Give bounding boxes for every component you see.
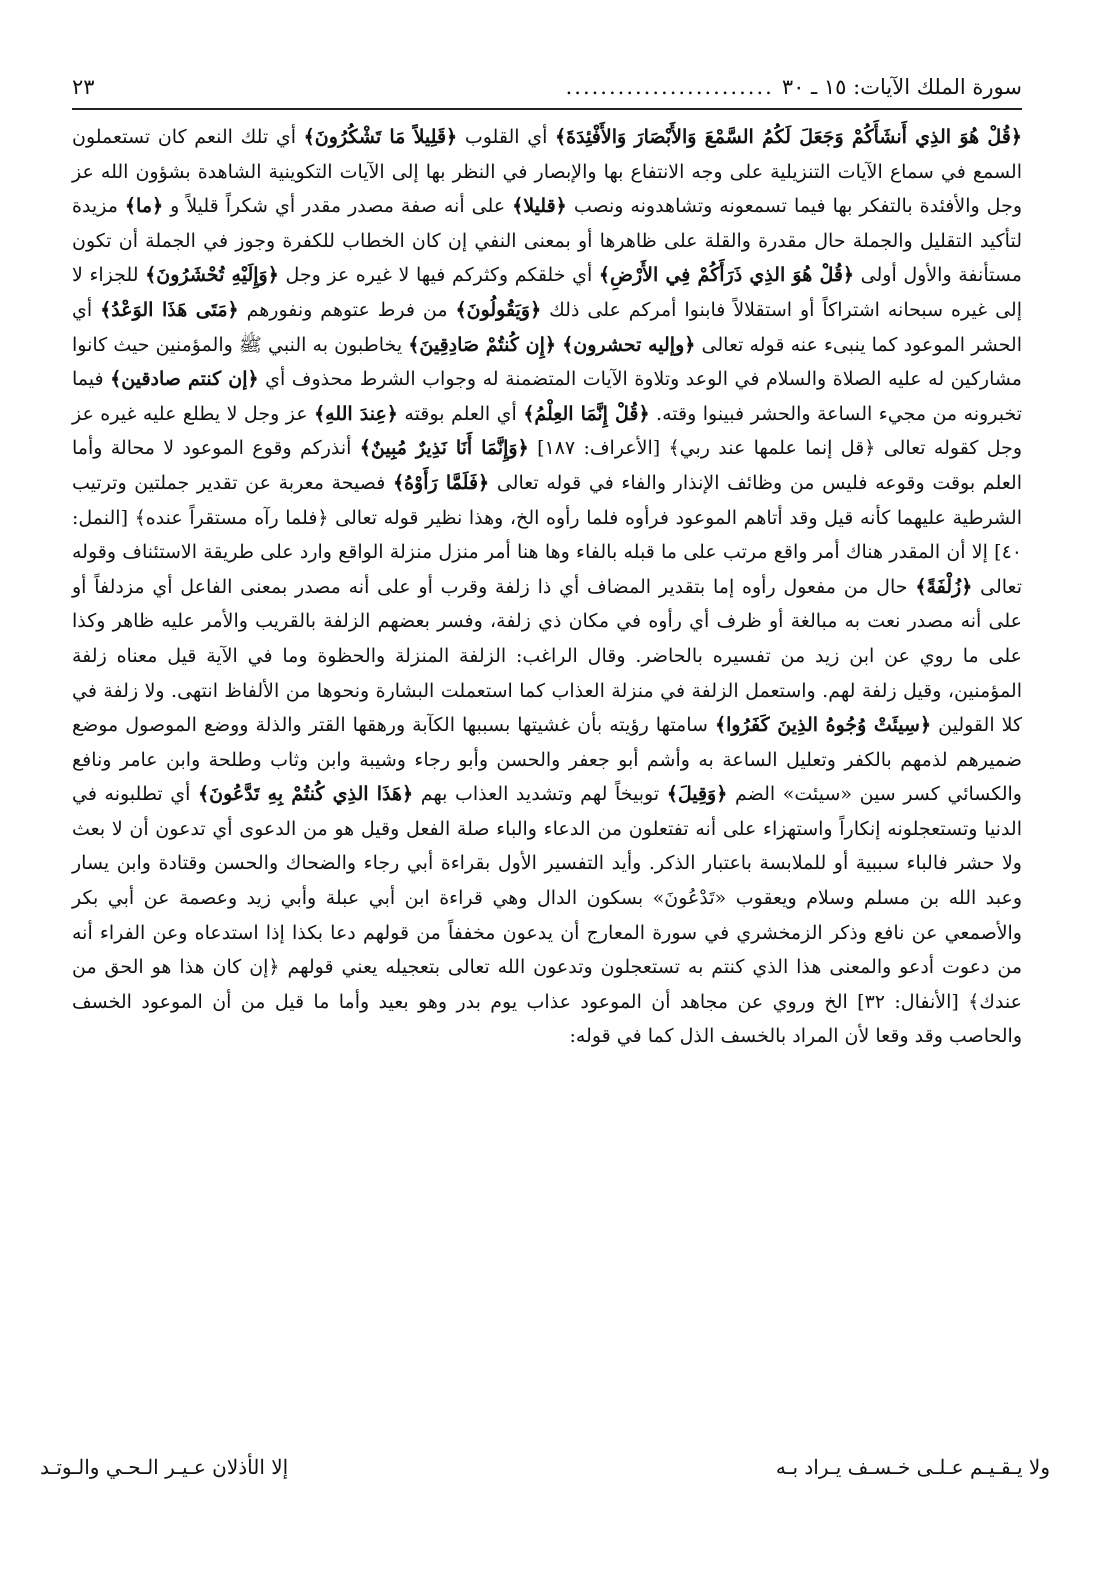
commentary-text: على أنه صفة مصدر مقدر أي شكراً قليلاً و — [163, 195, 513, 218]
quran-quote: ﴿زُلْفَةً﴾ — [915, 575, 973, 598]
commentary-text: فيما تخبرونه من مجيء الساعة والحشر فبينوا وقته. — [72, 368, 1023, 425]
commentary-paragraph — [72, 120, 1022, 1054]
quran-quote: ﴿فَلَمَّا رَأَوْهُ﴾ — [392, 471, 490, 494]
quran-quote: ﴿وَإِنَّمَا أَنَا نَذِيرٌ مُبِينٌ﴾ — [359, 437, 529, 460]
commentary-text: عز وجل لا يطلع عليه غيره عز وجل كقوله تعالى ﴿قل إنما علمها عند ربي﴾ [الأعراف: ١٨٧] — [72, 402, 1022, 460]
commentary-text: للجزاء لا إلى غيره سبحانه اشتراكاً أو استقلالاً فابنوا أمركم على ذلك — [72, 264, 1022, 321]
quran-quote: ﴿قُلْ هُوَ الذِي ذَرَأَكُمْ فِي الأَرْضِ﴾ — [598, 264, 855, 287]
running-header — [72, 72, 1022, 110]
commentary-text: فصيحة معربة عن تقدير جملتين وترتيب الشرطية عليهما كأنه قيل وقد أتاهم الموعود فرأوه فلما رأوه الخ، وهذا نظير قوله تعالى ﴿فلما رآه مستقراً عنده﴾ [النمل: ٤٠] إلا أن المقدر هناك أمر واقع مرتب على ما قبله بالفاء وها هنا أمر منزل منزلة الواقع وارد على طريقة الاستئناف وقوله تعالى — [72, 471, 1022, 598]
commentary-text: أنذركم وقوع الموعود لا محالة وأما العلم بوقت وقوعه فليس من وظائف الإنذار والفاء في قوله تعالى — [72, 437, 1022, 494]
commentary-text: سامتها رؤيته بأن غشيتها بسببها الكآبة ورهقها القتر والذلة ووضع الموصول موضع ضميرهم لذمهم بالكفر وتعليل الساعة به وأشم أبو جعفر والحسن وأبو رجاء وشيبة وابن وثاب وطلحة وابن عامر ونافع والكسائي كسر سين «سيئت» الضم — [72, 714, 1022, 806]
quran-quote: ﴿وَقِيلَ﴾ — [666, 783, 728, 806]
commentary-text: أي الحشر الموعود كما ينبىء عنه قوله تعالى — [72, 298, 1022, 356]
commentary-text: أي تلك النعم كان تستعملون السمع في سماع الآيات التنزيلية على وجه الانتفاع بها والإبصار في النظر بها إلى الآيات التكوينية الشاهدة بشؤون الله عز وجل والأفئدة بالتفكر بها فيما تسمعونه وتشاهدونه ونصب — [72, 126, 1022, 218]
page-number: ٢٣ — [72, 75, 95, 99]
commentary-text: أي القلوب — [457, 126, 556, 148]
quran-quote: ﴿سِيئَتْ وُجُوهُ الذِينَ كَفَرُوا﴾ — [714, 714, 932, 737]
quran-quote: ﴿هَذَا الذِي كُنتُمْ بِهِ تَدَّعُونَ﴾ — [198, 783, 414, 806]
commentary-text: مزيدة لتأكيد التقليل والجملة حال مقدرة والقلة على ظاهرها أو بمعنى النفي إن كان الخطاب للكفرة وجوز في الجملة أن تكون مستأنفة والأول أولى — [72, 195, 1022, 287]
quran-quote: ﴿إِن كُنتُمْ صَادِقِينَ﴾ — [408, 333, 556, 356]
commentary-text: توبيخاً لهم وتشديد العذاب بهم — [413, 783, 667, 806]
quran-quote: ﴿وَإِلَيْهِ تُحْشَرُونَ﴾ — [145, 264, 279, 287]
commentary-text: من فرط عتوهم ونفورهم — [238, 298, 456, 321]
quran-quote: ﴿قُلْ إِنَّمَا العِلْمُ﴾ — [523, 402, 650, 425]
commentary-text: أي تطلبونه في الدنيا وتستعجلونه إنكاراً واستهزاء على أنه تفتعلون من الدعاء والباء صلة الفعل وقيل هو من الدعوى أي تدعون أن لا بعث ولا حشر فالباء سببية أو للملابسة باعتبار الذكر. وأيد التفسير الأول بقراءة أبي رجاء والضحاك والحسن وقتادة وابن يسار وعبد الله بن مسلم وسلام ويعقوب «تَدْعُونَ» بسكون الدال وهي قراءة ابن أبي عبلة وأبي زيد وعصمة عن أبي بكر والأصمعي عن نافع وذكر الزمخشري في سورة المعارج أن يدعون مخففاً من قولهم دعا بكذا إذا استدعاه وعن الفراء أنه من دعوت أدعو والمعنى هذا الذي كنتم به تستعجلون وتدعون الله تعالى بتعجيله يعني قولهم ﴿إن كان هذا هو الحق من عندك﴾ [الأنفال: ٣٢] الخ وروي عن مجاهد أن الموعود عذاب يوم بدر وهو بعيد وأما ما قيل من أن الموعود الخسف والحاصب وقد وقعا لأن المراد بالخسف الذل كما في قوله: — [72, 783, 1023, 1048]
quran-quote: ﴿قَلِيلاً مَا تَشْكُرُونَ﴾ — [303, 126, 458, 148]
commentary-text: حال من مفعول رأوه إما بتقدير المضاف أي ذا زلفة وقرب أو على أنه مصدر بمعنى الفاعل أي مزدلفاً أو على أنه مصدر نعت به مبالغة أو ظرف أي رأوه في مكان ذي زلفة، وفسر بعضهم الزلفة بالقريب والأمر عليه ظاهر وكذا على ما روي عن ابن زيد من تفسيره بالحاضر. وقال الراغب: الزلفة المنزلة والحظوة وما في الآية قيل معناه زلفة المؤمنين، وقيل زلفة لهم. واستعمل الزلفة في منزلة العذاب كما استعملت البشارة ونحوها من الألفاظ انتهى. ولا زلفة في كلا القولين — [72, 575, 1022, 737]
commentary-text: أي خلقكم وكثركم فيها لا غيره عز وجل — [278, 264, 599, 287]
quran-quote: ﴿قليلا﴾ — [512, 195, 567, 218]
verse-first-hemistich: ولا يـقـيـم عـلـى خـسـف يـراد بـه — [775, 1455, 1050, 1479]
page — [72, 72, 1022, 1054]
quran-quote: ﴿وَيَقُولُونَ﴾ — [455, 298, 542, 321]
leader-dots: ........................ — [565, 75, 774, 99]
commentary-text: يخاطبون به النبي ﷺ والمؤمنين حيث كانوا مشاركين له عليه الصلاة والسلام في الوعد وتلاوة الآيات المتضمنة له وجواب الشرط محذوف أي — [72, 333, 1022, 391]
commentary-body — [72, 120, 1022, 1054]
poetry-verse — [40, 1452, 1050, 1482]
quran-quote: ﴿ما﴾ — [124, 195, 164, 218]
surah-title: سورة الملك الآيات: ١٥ ـ ٣٠ — [781, 75, 1022, 99]
quran-quote: ﴿مَتَى هَذَا الوَعْدُ﴾ — [100, 298, 239, 321]
quran-quote: ﴿إن كنتم صادقين﴾ — [110, 368, 259, 391]
quran-quote: ﴿قُلْ هُوَ الذِي أَنشَأَكُمْ وَجَعَلَ لَكُمُ السَّمْعَ وَالأَبْصَارَ وَالأَفْئِدَةَ﴾ — [555, 126, 1023, 148]
verse-second-hemistich: إلا الأذلان عـيـر الـحـي والـوتـد — [40, 1455, 289, 1479]
quran-quote: ﴿عِندَ اللهِ﴾ — [314, 402, 398, 425]
quran-quote: ﴿وإليه تحشرون﴾ — [562, 333, 696, 356]
commentary-text: أي العلم بوقته — [397, 402, 524, 425]
